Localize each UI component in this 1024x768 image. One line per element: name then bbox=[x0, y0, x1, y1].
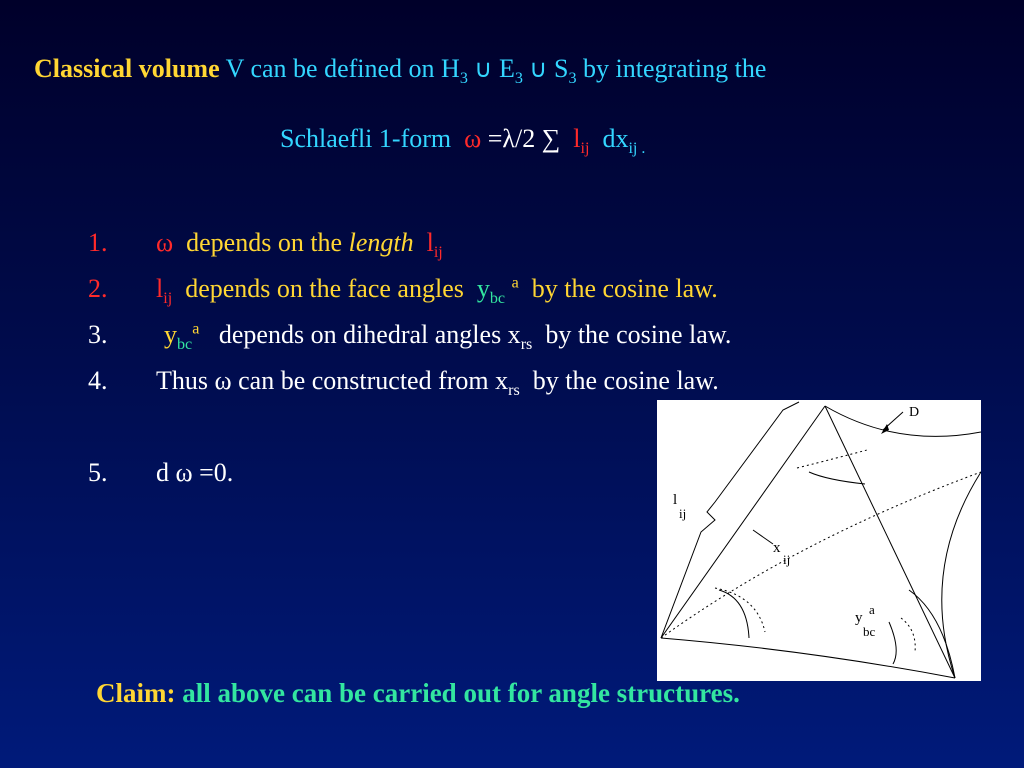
item-4-number: 4. bbox=[88, 366, 108, 395]
item-2-y-sup: a bbox=[511, 274, 519, 292]
label-x-sub: ij bbox=[783, 552, 791, 567]
title-tail: by integrating the bbox=[583, 54, 767, 83]
item-1-l-sub: ij bbox=[433, 244, 443, 262]
label-x: x bbox=[773, 540, 781, 556]
item-1-number: 1. bbox=[88, 228, 108, 257]
item-2 bbox=[156, 274, 718, 308]
item-2-text2: by the cosine law. bbox=[531, 274, 718, 303]
arc-right-small bbox=[889, 622, 896, 664]
e-letter: E bbox=[498, 54, 515, 83]
e3-sub: 3 bbox=[514, 70, 523, 88]
item-3-y-sub: bc bbox=[177, 336, 193, 354]
label-y-sup: a bbox=[869, 602, 875, 617]
item-2-l-sub: ij bbox=[163, 290, 173, 308]
item-1-italic: length bbox=[348, 228, 414, 257]
item-3 bbox=[164, 320, 731, 354]
s3-sub: 3 bbox=[568, 70, 577, 88]
union-symbol: ∪ bbox=[474, 54, 493, 83]
label-l: l bbox=[673, 492, 678, 508]
item-3-number: 3. bbox=[88, 320, 108, 349]
schlaefli-text: Schlaefli 1-form bbox=[280, 124, 452, 153]
title-line-2 bbox=[280, 124, 645, 158]
arc-top-mid bbox=[809, 472, 865, 484]
item-4 bbox=[156, 366, 719, 400]
title-line-1 bbox=[34, 54, 766, 88]
title-text: V can be defined on H bbox=[225, 54, 460, 83]
union-symbol-2: ∪ bbox=[529, 54, 548, 83]
item-1-l: l bbox=[426, 228, 434, 257]
item-3-text: depends on dihedral angles x bbox=[218, 320, 521, 349]
item-4-text: Thus ω can be constructed from x bbox=[156, 366, 509, 395]
h3-sub: 3 bbox=[459, 70, 468, 88]
l-sub: ij bbox=[580, 140, 590, 158]
edge-top-arc bbox=[825, 406, 981, 436]
label-l-sub: ij bbox=[679, 506, 687, 521]
x-ij-pointer bbox=[753, 530, 773, 544]
item-2-y-sub: bc bbox=[489, 290, 506, 308]
label-d: D bbox=[909, 405, 920, 420]
item-5-text: d ω =0. bbox=[156, 458, 234, 487]
item-5-number: 5. bbox=[88, 458, 108, 487]
dotted-diagonal bbox=[661, 472, 981, 638]
edge-top-right bbox=[825, 406, 955, 678]
item-2-l: l bbox=[156, 274, 164, 303]
item-3-y: y bbox=[164, 320, 177, 349]
item-4-x-sub: rs bbox=[508, 382, 520, 400]
dotted-top bbox=[797, 450, 867, 468]
item-1-text: depends on the bbox=[186, 228, 343, 257]
item-3-y-sup: a bbox=[192, 320, 200, 338]
edge-bottom bbox=[661, 638, 955, 678]
tetrahedron-figure bbox=[657, 400, 981, 681]
edge-top-left bbox=[661, 406, 825, 638]
formula-eq: =λ/2 ∑ bbox=[487, 124, 561, 153]
dx-sub: ij . bbox=[628, 140, 646, 158]
dotted-right-arc bbox=[901, 618, 915, 652]
arc-bottom-right bbox=[909, 590, 955, 678]
item-3-text2: by the cosine law. bbox=[545, 320, 732, 349]
item-2-y: y bbox=[476, 274, 490, 303]
title-bold: Classical volume bbox=[34, 54, 220, 83]
dotted-left-arc bbox=[715, 588, 765, 632]
label-y: y bbox=[855, 610, 863, 626]
item-4-text2: by the cosine law. bbox=[532, 366, 719, 395]
item-5 bbox=[156, 458, 233, 488]
arc-left-mid bbox=[719, 590, 749, 638]
item-1-omega: ω bbox=[156, 228, 174, 257]
item-2-number: 2. bbox=[88, 274, 108, 303]
l-letter: l bbox=[573, 124, 581, 153]
item-3-x-sub: rs bbox=[520, 336, 533, 354]
claim-text: all above can be carried out for angle structures. bbox=[182, 678, 740, 708]
label-y-sub: bc bbox=[863, 624, 876, 639]
omega-symbol: ω bbox=[464, 124, 482, 153]
claim-line bbox=[96, 678, 740, 709]
claim-label: Claim: bbox=[96, 678, 176, 708]
item-1 bbox=[156, 228, 443, 262]
s-letter: S bbox=[553, 54, 569, 83]
dx-text: dx bbox=[602, 124, 629, 153]
item-2-text: depends on the face angles bbox=[185, 274, 464, 303]
tetrahedron-diagram bbox=[657, 400, 981, 681]
